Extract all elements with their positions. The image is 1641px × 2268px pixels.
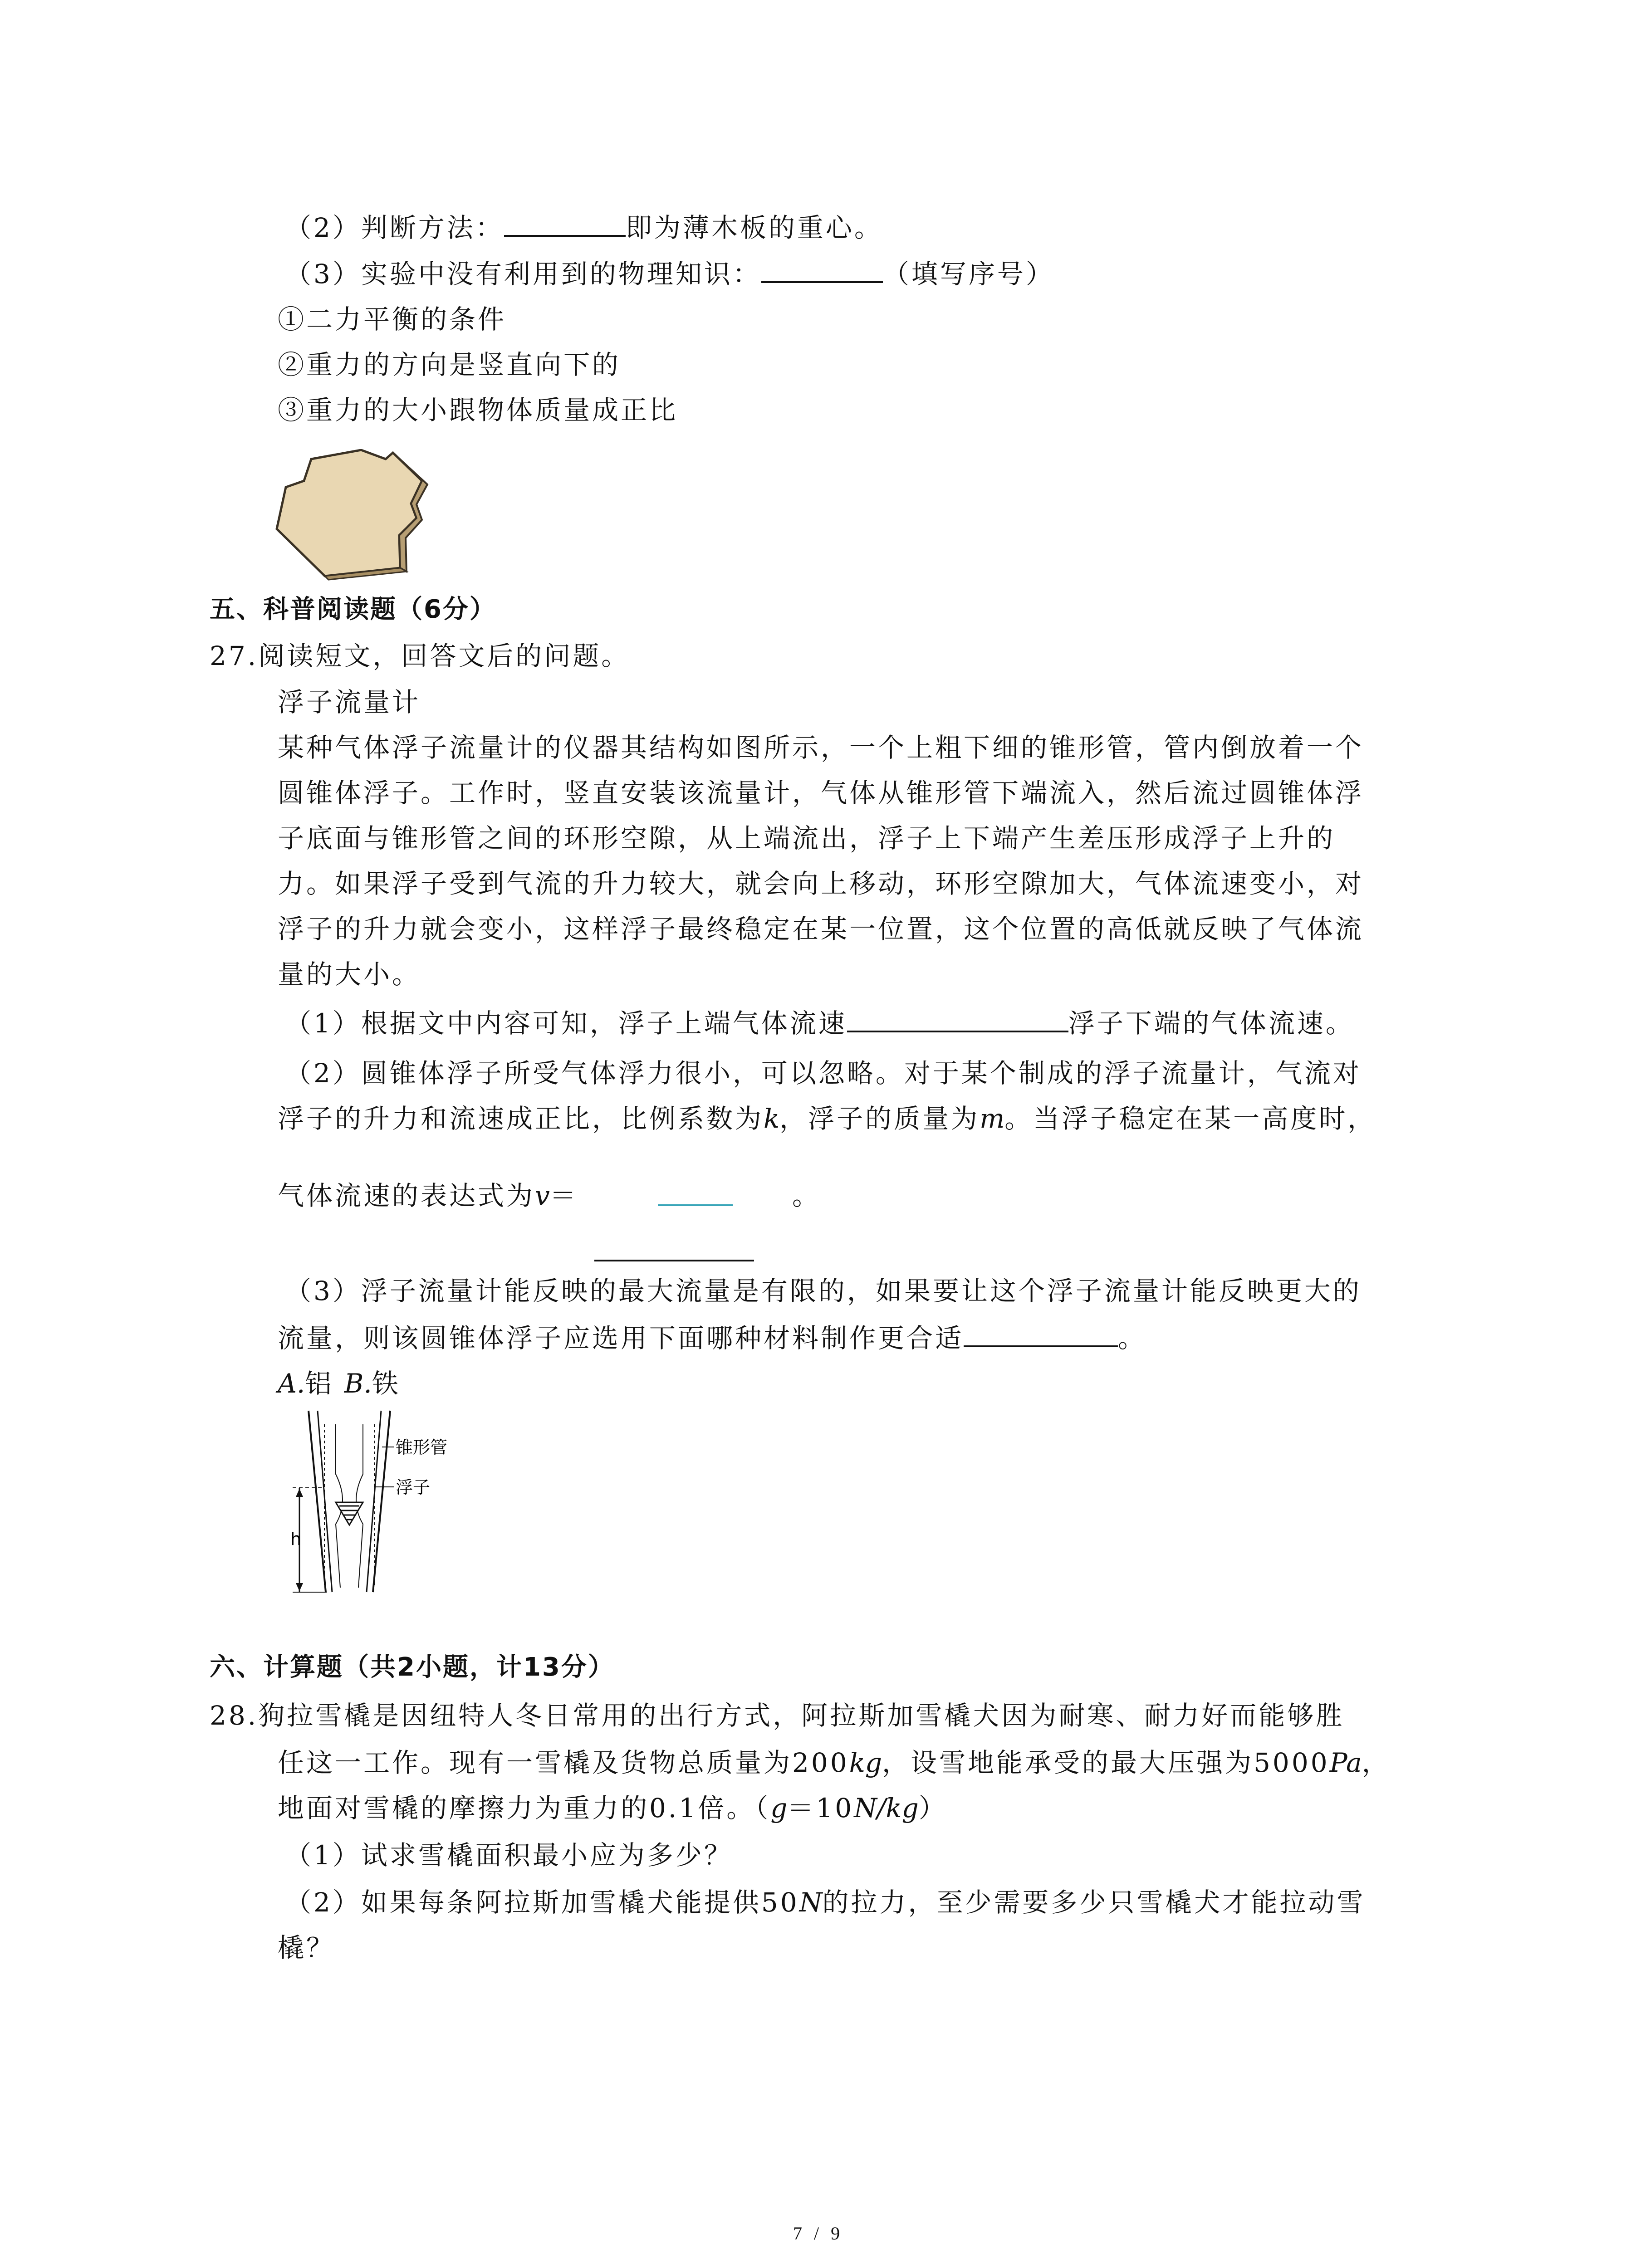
float-flowmeter-figure bbox=[272, 1406, 463, 1597]
q27-part2-line-1: （2）圆锥体浮子所受气体浮力很小，可以忽略。对于某个制成的浮子流量计，气流对 bbox=[285, 1058, 1362, 1089]
q27-part2-answer-blank[interactable] bbox=[594, 1260, 754, 1261]
q27-article-title: 浮子流量计 bbox=[278, 687, 421, 718]
q28-sub-1: （1）试求雪橇面积最小应为多少？ bbox=[285, 1840, 733, 1871]
q26-part2-blank[interactable] bbox=[504, 217, 626, 237]
page-number: 7 / 9 bbox=[793, 2223, 844, 2244]
section-6-title: 六、计算题（共2小题，计13分） bbox=[210, 1652, 615, 1682]
q26-part3-blank[interactable] bbox=[761, 263, 883, 283]
q27-stem: 27.阅读短文，回答文后的问题。 bbox=[210, 640, 630, 671]
q28-line-3: 地面对雪橇的摩擦力为重力的0.1倍。（g＝10N/kg） bbox=[278, 1793, 947, 1823]
q27-paragraph-line-5: 浮子的升力就会变小，这样浮子最终稳定在某一位置，这个位置的高低就反映了气体流 bbox=[278, 914, 1364, 944]
q28-sub-2: （2）如果每条阿拉斯加雪橇犬能提供50N的拉力，至少需要多少只雪橇犬才能拉动雪 bbox=[285, 1887, 1366, 1918]
q28-sub-2-cont: 橇？ bbox=[278, 1932, 335, 1963]
q27-part2-end: 。 bbox=[792, 1180, 821, 1211]
q27-paragraph-line-4: 力。如果浮子受到气流的升力较大，就会向上移动，环形空隙加大，气体流速变小，对 bbox=[278, 868, 1364, 899]
q26-part3: （3）实验中没有利用到的物理知识： （填写序号） bbox=[285, 259, 1054, 289]
q26-option-2: ②重力的方向是竖直向下的 bbox=[278, 349, 621, 380]
q26-option-1: ①二力平衡的条件 bbox=[278, 304, 507, 335]
q27-part1: （1）根据文中内容可知，浮子上端气体流速 浮子下端的气体流速。 bbox=[285, 1008, 1354, 1039]
q28-line-2: 任这一工作。现有一雪橇及货物总质量为200kg，设雪地能承受的最大压强为5000Pa， bbox=[278, 1747, 1391, 1778]
q28-line-1: 28.狗拉雪橇是因纽特人冬日常用的出行方式，阿拉斯加雪橇犬因为耐寒、耐力好而能够胜 bbox=[210, 1700, 1345, 1731]
q27-part3-options: A.铝 B.铁 bbox=[278, 1368, 401, 1399]
q27-paragraph-line-3: 子底面与锥形管之间的环形空隙，从上端流出，浮子上下端产生差压形成浮子上升的 bbox=[278, 823, 1336, 854]
q27-part3-line-2: 流量，则该圆锥体浮子应选用下面哪种材料制作更合适 。 bbox=[278, 1323, 1147, 1354]
q27-paragraph-line-1: 某种气体浮子流量计的仪器其结构如图所示，一个上粗下细的锥形管，管内倒放着一个 bbox=[278, 732, 1364, 763]
label-h: h bbox=[290, 1529, 302, 1549]
q26-part2: （2）判断方法： 即为薄木板的重心。 bbox=[285, 212, 883, 243]
thin-wood-board-figure bbox=[272, 449, 431, 581]
q26-option-3: ③重力的大小跟物体质量成正比 bbox=[278, 395, 678, 425]
q27-paragraph-line-2: 圆锥体浮子。工作时，竖直安装该流量计，气体从锥形管下端流入，然后流过圆锥体浮 bbox=[278, 777, 1364, 808]
q27-part3-line-1: （3）浮子流量计能反映的最大流量是有限的，如果要让这个浮子流量计能反映更大的 bbox=[285, 1276, 1362, 1306]
section-5-title: 五、科普阅读题（6分） bbox=[210, 595, 496, 624]
label-float: 浮子 bbox=[396, 1477, 431, 1497]
q27-part3-blank[interactable] bbox=[964, 1327, 1118, 1347]
q27-part1-blank[interactable] bbox=[847, 1012, 1068, 1032]
formula-fraction-bar bbox=[658, 1204, 733, 1206]
q27-part2-line-3: 气体流速的表达式为v＝ bbox=[278, 1180, 578, 1211]
q27-part2-line-2: 浮子的升力和流速成正比，比例系数为k，浮子的质量为m。当浮子稳定在某一高度时， bbox=[278, 1103, 1376, 1134]
q27-paragraph-line-6: 量的大小。 bbox=[278, 959, 421, 990]
label-cone-tube: 锥形管 bbox=[396, 1437, 448, 1457]
